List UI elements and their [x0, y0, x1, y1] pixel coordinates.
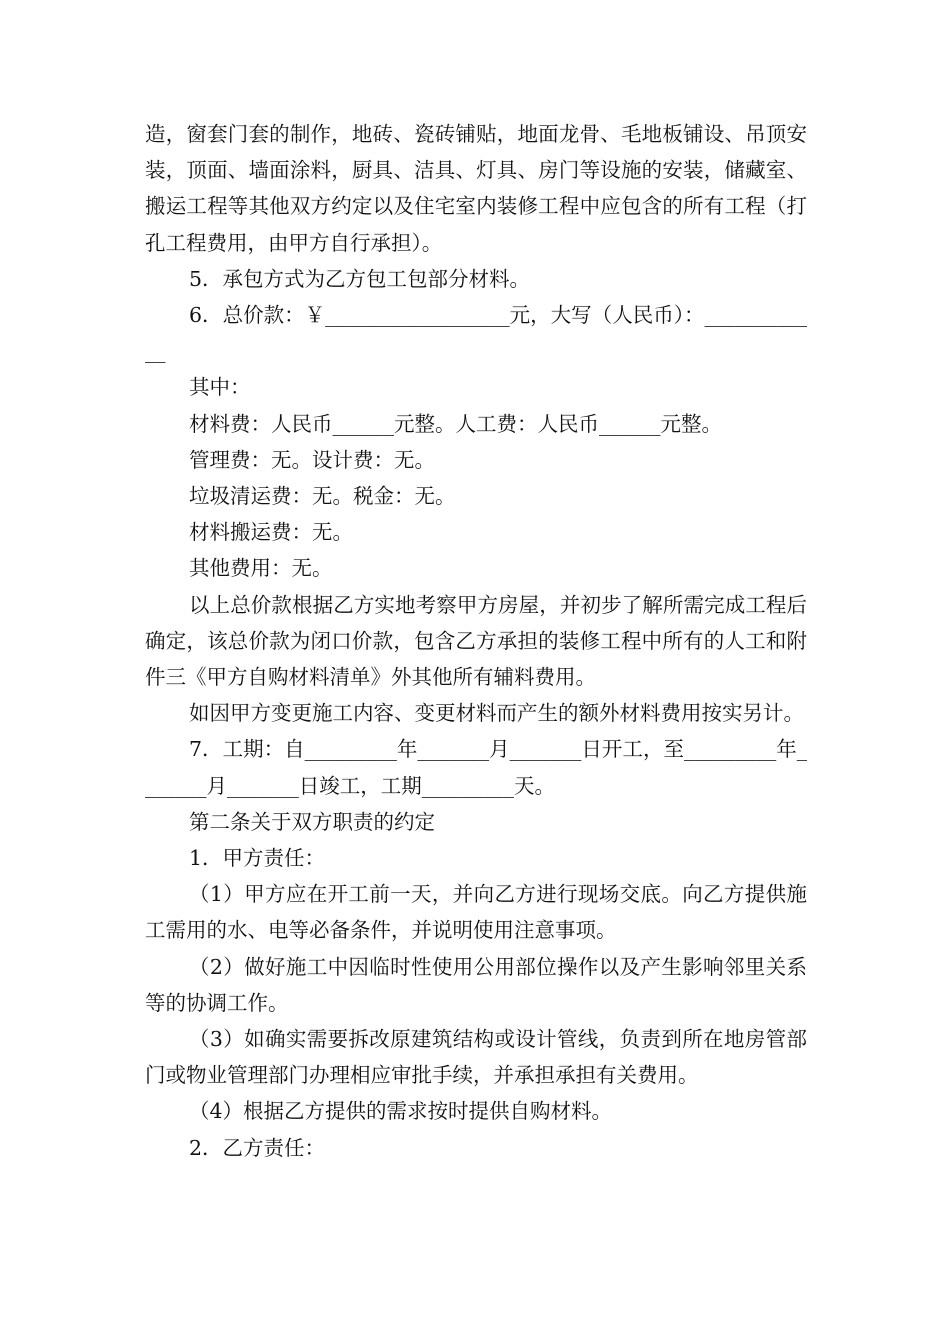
document-body: [145, 116, 807, 1166]
paragraph-material-labor-fee: 材料费：人民币______元整。人工费：人民币______元整。: [189, 411, 722, 436]
paragraph-schedule: 7．工期：自_________年_______月_______日开工，至_________年_______月_______日竣工，工期_________天。: [145, 737, 807, 798]
paragraph-party-a-item-2: （2）做好施工中因临时性使用公用部位操作以及产生影响邻里关系等的协调工作。: [145, 954, 807, 1015]
paragraph-price-basis: 以上总价款根据乙方实地考察甲方房屋，并初步了解所需完成工程后确定，该总价款为闭口价款，包含乙方承担的装修工程中所有的人工和附件三《甲方自购材料清单》外其他所有辅料费用。: [145, 592, 807, 690]
paragraph-breakdown-heading: 其中：: [189, 375, 251, 400]
paragraph-extra-cost: 如因甲方变更施工内容、变更材料而产生的额外材料费用按实另计。: [189, 701, 804, 726]
paragraph-waste-tax-fee: 垃圾清运费：无。税金：无。: [189, 484, 456, 509]
paragraph-party-a-item-3: （3）如确实需要拆改原建筑结构或设计管线，负责到所在地房管部门或物业管理部门办理相应审批手续，并承担承担有关费用。: [145, 1027, 807, 1088]
paragraph-party-a-item-4: （4）根据乙方提供的需求按时提供自购材料。: [189, 1099, 613, 1124]
paragraph-party-a-heading: 1．甲方责任：: [189, 846, 326, 871]
section-heading-responsibilities: 第二条关于双方职责的约定: [189, 809, 435, 834]
paragraph-total-price: 6．总价款：￥__________________元，大写（人民币）：____________: [145, 303, 807, 364]
paragraph-management-design-fee: 管理费：无。设计费：无。: [189, 447, 435, 472]
paragraph-party-b-heading: 2．乙方责任：: [189, 1135, 326, 1160]
paragraph-transport-fee: 材料搬运费：无。: [189, 520, 353, 545]
paragraph-party-a-item-1: （1）甲方应在开工前一天，并向乙方进行现场交底。向乙方提供施工需用的水、电等必备条件，并说明使用注意事项。: [145, 882, 807, 943]
paragraph-scope-continuation: 造，窗套门套的制作，地砖、瓷砖铺贴，地面龙骨、毛地板铺设、吊顶安装，顶面、墙面涂料，厨具、洁具、灯具、房门等设施的安装，储藏室、搬运工程等其他双方约定以及住宅室内装修工程中应包含的所有工程（打孔工程费用，由甲方自行承担）。: [145, 122, 807, 255]
paragraph-other-fee: 其他费用：无。: [189, 556, 333, 581]
paragraph-contract-method: 5．承包方式为乙方包工包部分材料。: [189, 266, 531, 291]
